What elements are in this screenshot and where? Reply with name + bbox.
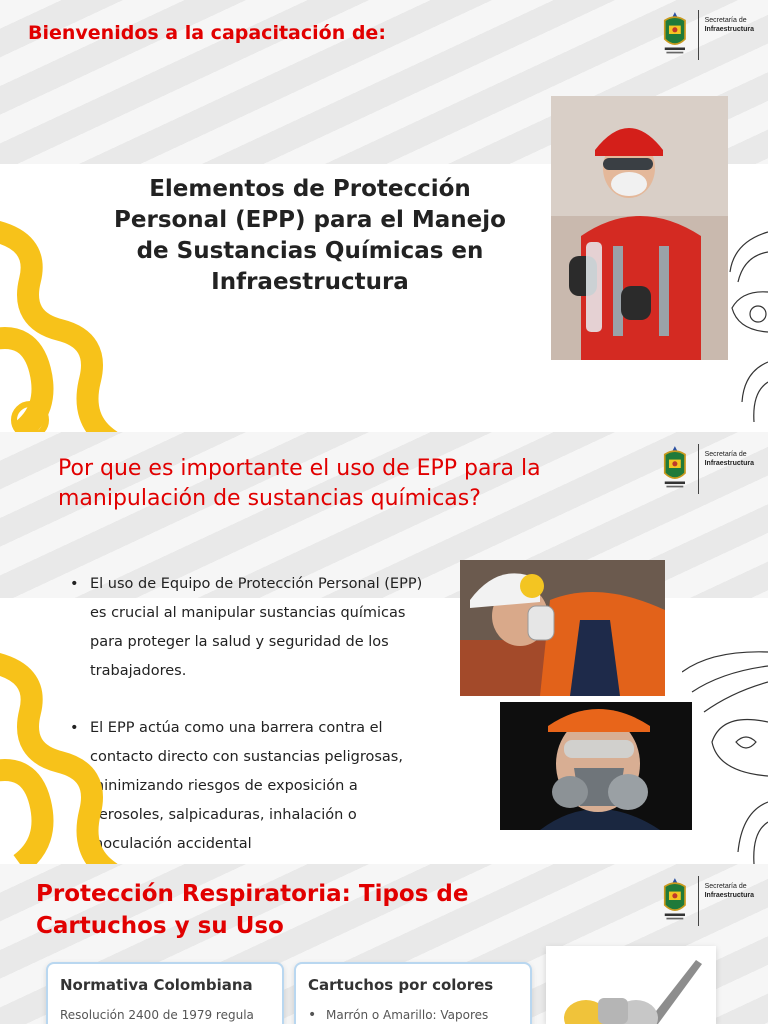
secretaria-label (705, 16, 754, 34)
flower-decoration (682, 642, 768, 864)
respirator-mask-photo (546, 946, 716, 1024)
secretaria-bold-text: Infraestructura (704, 26, 754, 33)
coat-of-arms-icon (658, 440, 692, 496)
yellow-wave-decoration (0, 652, 120, 864)
worker-respirator-photo (460, 560, 665, 696)
secretaria-logo (658, 872, 754, 932)
flower-decoration (724, 222, 768, 432)
mask-worker-photo (500, 702, 692, 830)
secretaria-bold-text: Infraestructura (704, 892, 754, 899)
card-normativa (46, 962, 284, 1024)
respiratory-title: Protección Respiratoria: Tipos de Cartuchos y su Uso (36, 881, 469, 939)
welcome-heading: Bienvenidos a la capacitación de: (28, 22, 386, 44)
logo-divider (698, 10, 699, 60)
card-text: Resolución 2400 de 1979 regula (60, 1008, 254, 1022)
importance-question: Por que es importante el uso de EPP para la manipulación de sustancias químicas? (58, 456, 541, 511)
list-item: • Marrón o Amarillo: Vapores (308, 1008, 518, 1022)
yellow-wave-decoration (0, 220, 120, 432)
importance-bullets (70, 570, 430, 864)
card-heading: Cartuchos por colores (308, 976, 494, 994)
secretaria-logo (658, 6, 754, 66)
logo-divider (698, 444, 699, 494)
card-heading: Normativa Colombiana (60, 976, 253, 994)
secretaria-small-text: Secretaría de (704, 883, 747, 890)
coat-of-arms-icon (658, 6, 692, 62)
secretaria-bold-text: Infraestructura (704, 460, 754, 467)
secretaria-label (705, 882, 754, 900)
slide-importance (0, 432, 768, 864)
bullet-item: • El EPP actúa como una barrera contra el contacto directo con sustancias peligrosas, minimizando riesgos de exposición a aerosoles, salpicaduras, inhalación o inoculación accidental (70, 714, 430, 859)
secretaria-small-text: Secretaría de (704, 17, 747, 24)
slide-respiratory (0, 864, 768, 1024)
cartridge-color-list (308, 1008, 518, 1022)
secretaria-small-text: Secretaría de (704, 451, 747, 458)
worker-photo (551, 96, 728, 360)
logo-divider (698, 876, 699, 926)
secretaria-logo (658, 440, 754, 500)
card-cartuchos (294, 962, 532, 1024)
secretaria-label (705, 450, 754, 468)
slide-welcome (0, 0, 768, 432)
bullet-item: • El uso de Equipo de Protección Personal (EPP) es crucial al manipular sustancias químicas para proteger la salud y seguridad de los trabajadores. (70, 570, 430, 686)
training-title: Elementos de Protección Personal (EPP) para el Manejo de Sustancias Químicas en Infraestructura (114, 176, 506, 295)
coat-of-arms-icon (658, 872, 692, 928)
